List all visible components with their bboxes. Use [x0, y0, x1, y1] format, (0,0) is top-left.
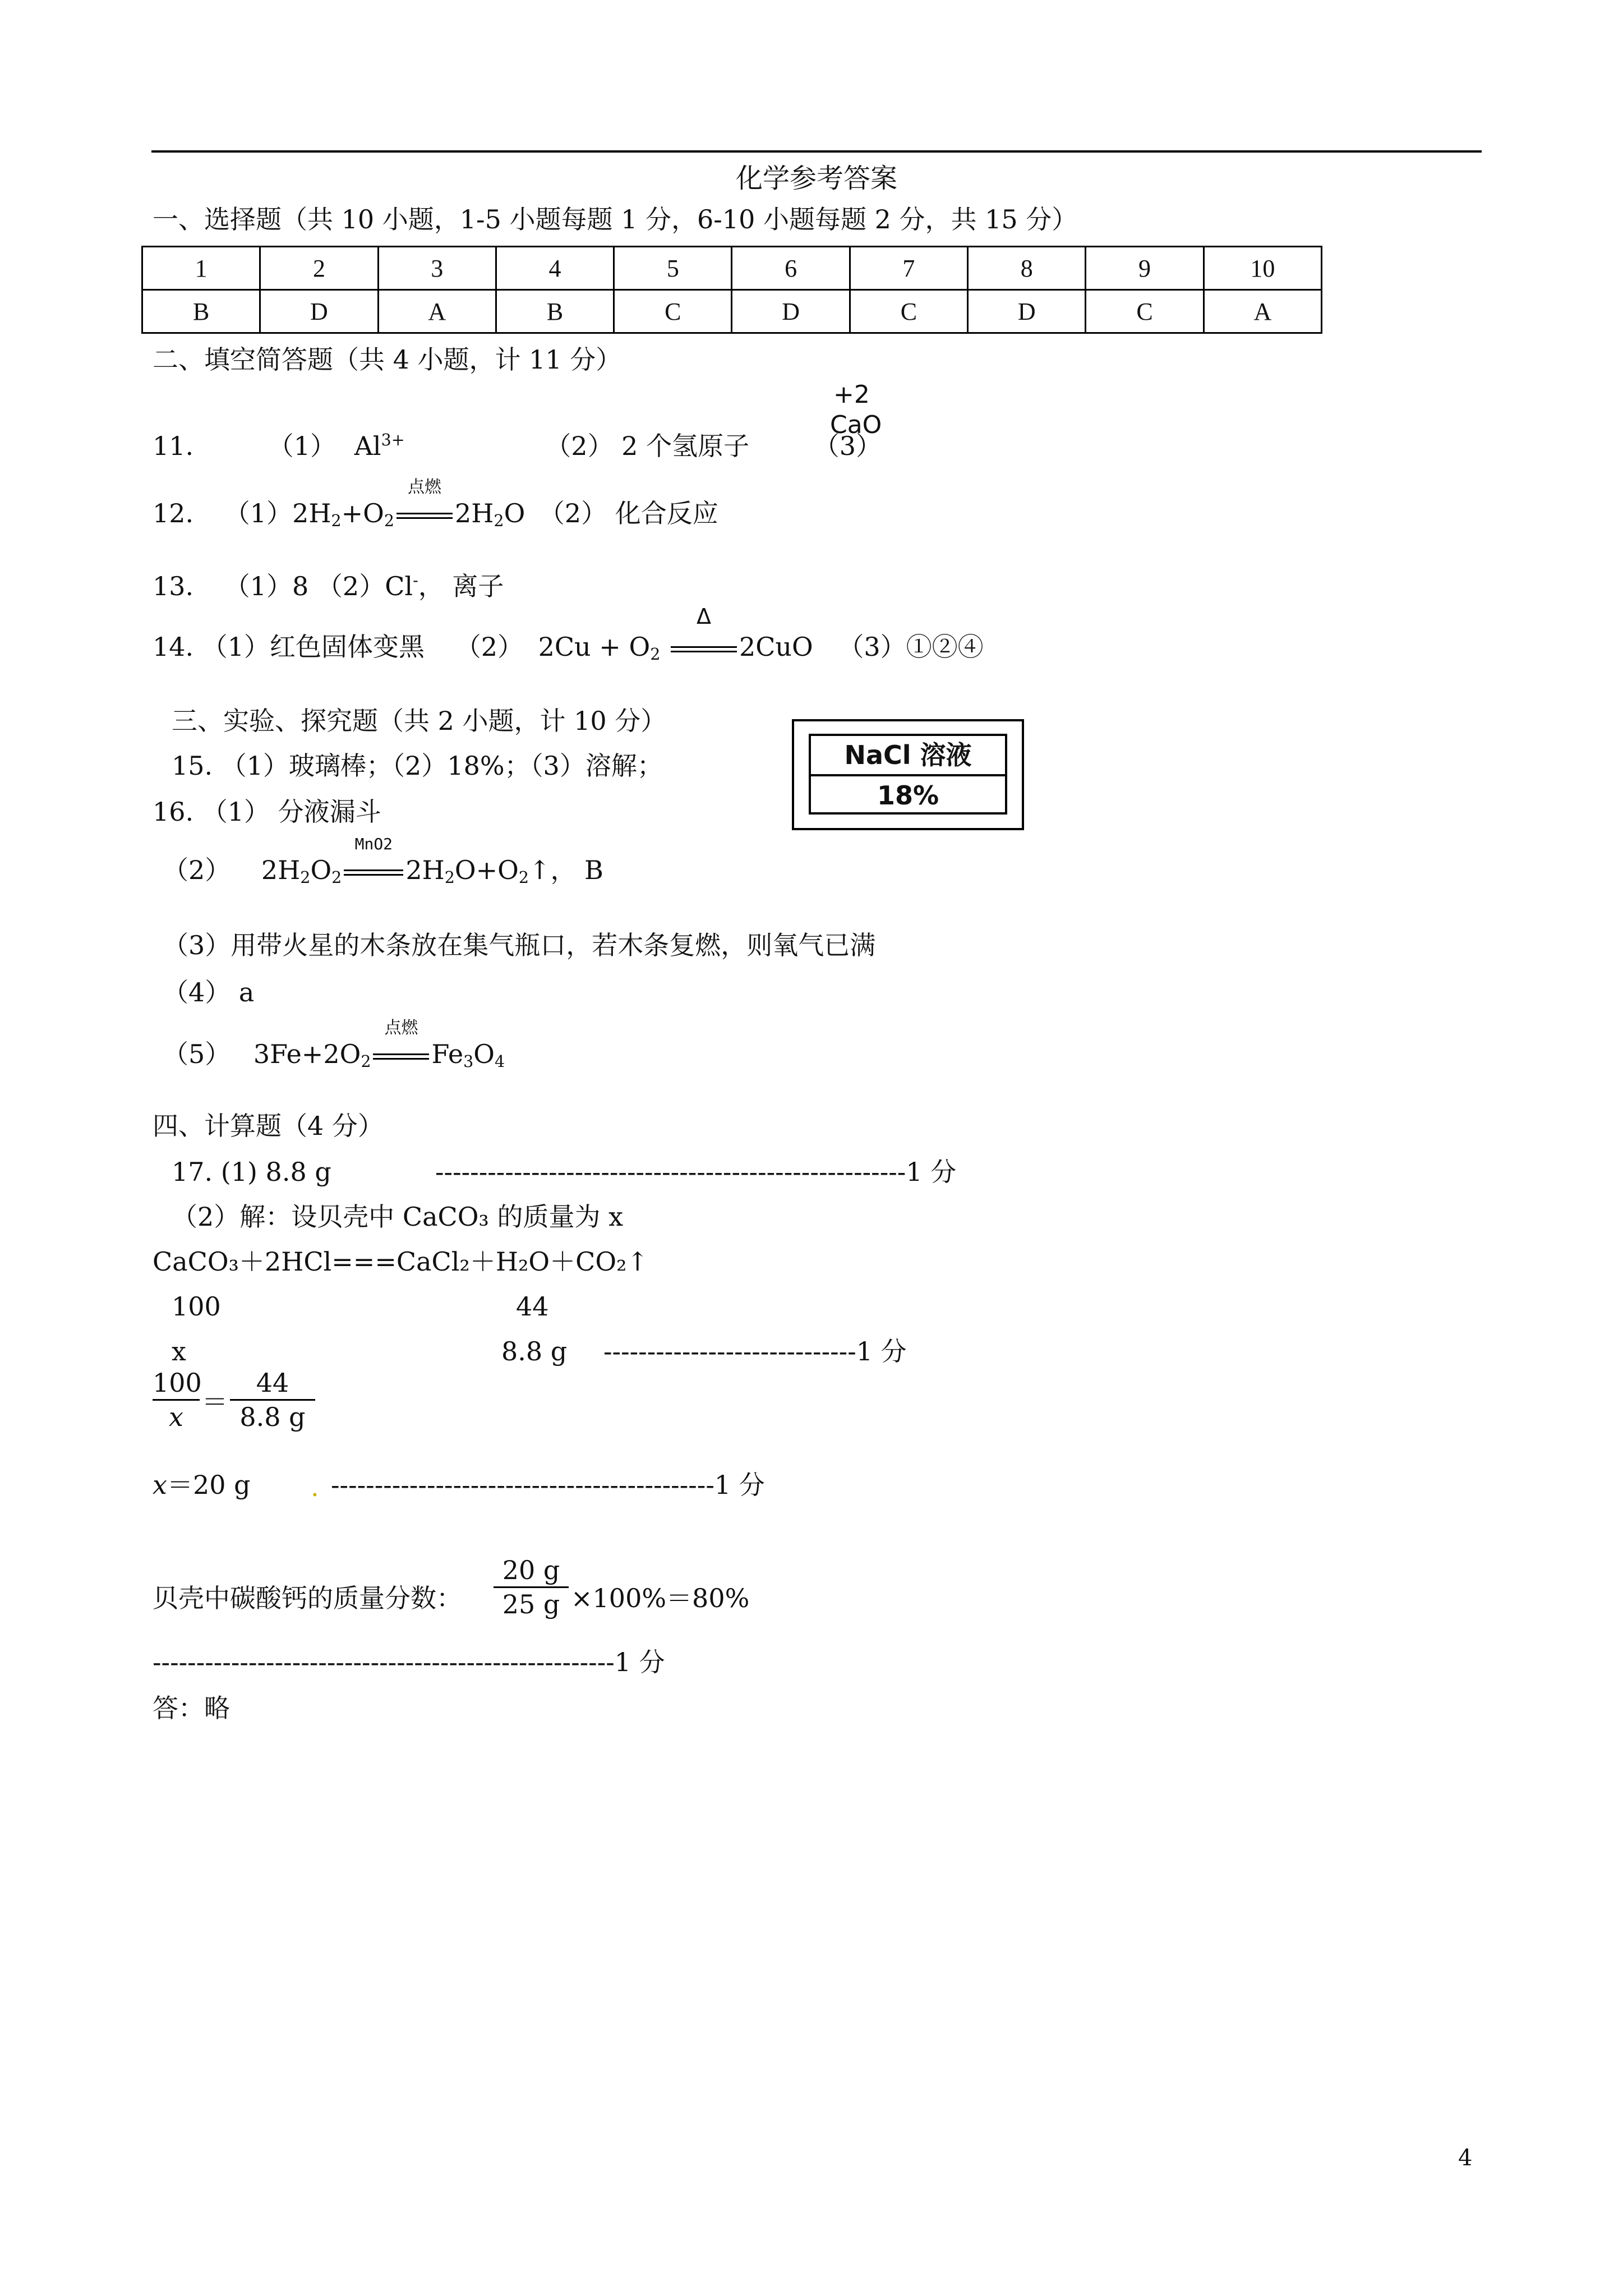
q11-number: 11. [153, 431, 194, 461]
q14-condition [671, 604, 737, 663]
q15-line: 15. （1）玻璃棒；（2）18%；（3）溶解； [172, 751, 663, 781]
q16-5-equation: $3Fe+2O_2$ 点燃 $Fe_3O_4$ [253, 1018, 505, 1071]
valence-mark: +2 [833, 380, 870, 409]
table-cell: 4 [496, 247, 614, 290]
page-title: 化学参考答案 [735, 163, 897, 194]
condition-label: 点燃 [408, 477, 442, 497]
table-cell: D [260, 290, 378, 333]
table-cell: B [496, 290, 614, 333]
known-mass: 8.8 g [501, 1336, 568, 1366]
table-cell: 3 [378, 247, 496, 290]
ratio-left-den: x [169, 1402, 183, 1432]
table-cell: B [142, 290, 260, 333]
table-cell: 9 [1086, 247, 1204, 290]
table-cell: 8 [968, 247, 1086, 290]
q16-2-prefix: （2） [163, 855, 231, 885]
q11-al-ion [354, 431, 405, 461]
condition-label: 点燃 [384, 1018, 418, 1038]
q13-text-b: ， 离子 [418, 571, 504, 601]
table-cell: C [850, 290, 967, 333]
q16-2-equation: $2H_2O_2$ MnO2 $2H_2O+O_2↑$ [261, 835, 551, 887]
q16-part3: （3）用带火星的木条放在集气瓶口，若木条复燃，则氧气已满 [163, 930, 876, 960]
q13-line [153, 570, 504, 602]
reaction-equation: CaCO₃＋2HCl===CaCl₂＋H₂O＋CO₂↑ [153, 1246, 649, 1277]
ratio-left [153, 1366, 200, 1433]
q12-condition [396, 477, 453, 530]
table-cell: A [1204, 290, 1321, 333]
header-rule [151, 150, 1482, 153]
q11-line [153, 430, 882, 462]
q16-2-condition [344, 835, 403, 886]
section2-heading: 二、填空简答题（共 4 小题，计 11 分） [153, 344, 622, 375]
catalyst-label: MnO2 [354, 835, 393, 853]
q12-equation: $2H_2+O_2$ 点燃 $2H_2O$ [292, 477, 525, 531]
ratio-right [230, 1366, 315, 1433]
q17-part2: （2）解：设贝壳中 CaCO₃ 的质量为 x [172, 1202, 624, 1232]
ratio-right-num: 44 [256, 1368, 289, 1398]
al-charge: 3+ [381, 430, 405, 449]
q14-part1: （1）红色固体变黑 [201, 632, 425, 662]
ratio-right-den: 8.8 g [239, 1402, 306, 1432]
section3-heading: 三、实验、探究题（共 2 小题，计 10 分） [172, 706, 667, 736]
q11-part1: （1） [268, 431, 336, 461]
q16-5-prefix: （5） [163, 1039, 231, 1069]
step2-score: -----------------------------1 分 [603, 1336, 907, 1366]
table-cell: 10 [1204, 247, 1321, 290]
stray-dot: . [311, 1472, 319, 1502]
q11-part3: （3） [813, 431, 882, 461]
q12-number: 12. [153, 498, 194, 528]
q13-text-a: （1）8 （2）Cl [224, 571, 413, 601]
reagent-label [792, 719, 1024, 830]
q12-part2: （2） 化合反应 [538, 498, 718, 528]
table-cell: 7 [850, 247, 967, 290]
label-name: NaCl 溶液 [844, 740, 972, 770]
q13-number: 13. [153, 571, 194, 601]
label-concentration: 18% [811, 774, 1005, 815]
q16-part4: （4） a [163, 977, 255, 1007]
percent-label: 贝壳中碳酸钙的质量分数： [153, 1583, 462, 1613]
q14-part3: （3）①②④ [838, 632, 984, 662]
section1-heading: 一、选择题（共 10 小题，1-5 小题每题 1 分，6-10 小题每题 2 分，共 15 分） [153, 204, 1078, 234]
percent-fraction [494, 1554, 569, 1621]
al-symbol: Al [354, 431, 381, 461]
percent-num: 20 g [502, 1555, 560, 1585]
q12-line [153, 477, 718, 531]
table-row-answers [142, 290, 1322, 333]
q17-part1: 17. (1) 8.8 g [172, 1157, 331, 1187]
reagent-label-inner [809, 734, 1007, 815]
q16-5-condition [373, 1018, 429, 1070]
cao-formula: CaO [830, 411, 882, 439]
table-cell: 6 [732, 247, 850, 290]
table-cell: D [732, 290, 850, 333]
q17-part1-score: ------------------------------------------------------1 分 [435, 1157, 957, 1187]
table-cell: D [968, 290, 1086, 333]
table-cell: 2 [260, 247, 378, 290]
answer-table [141, 246, 1322, 334]
section4-heading: 四、计算题（4 分） [153, 1111, 384, 1141]
page-number: 4 [1458, 2145, 1473, 2171]
q16-2-suffix: ， B [550, 855, 603, 885]
q14-part2: （2） [455, 632, 523, 662]
step4-score: -----------------------------------------------------1 分 [153, 1647, 665, 1677]
table-cell: C [1086, 290, 1204, 333]
table-cell: 1 [142, 247, 260, 290]
q14-line [153, 604, 984, 664]
percent-den: 25 g [502, 1589, 560, 1619]
q16-part2 [163, 835, 603, 887]
molar-mass-caco3: 100 [172, 1291, 221, 1322]
q14-number: 14. [153, 632, 194, 662]
condition-label: Δ [696, 604, 711, 629]
q12-part1: （1） [224, 498, 293, 528]
table-row-numbers [142, 247, 1322, 290]
q16-part5 [163, 1018, 505, 1071]
q16-part1: 16. （1） 分液漏斗 [153, 797, 381, 827]
table-cell: A [378, 290, 496, 333]
ratio-left-num: 100 [153, 1368, 202, 1398]
percent-result: ×100%＝80% [571, 1583, 750, 1613]
molar-mass-co2: 44 [516, 1291, 549, 1322]
ratio-equals: ＝ [202, 1387, 228, 1417]
table-cell: C [614, 290, 732, 333]
table-cell: 5 [614, 247, 732, 290]
step3-score: --------------------------------------------1 分 [331, 1470, 765, 1500]
q14-equation: $2Cu + O_2$ Δ 2CuO [538, 604, 813, 664]
result-x: x＝20 g [153, 1470, 251, 1500]
unknown-x: x [172, 1336, 186, 1366]
q13-charge: - [413, 570, 418, 590]
q11-part2: （2） 2 个氢原子 [545, 431, 750, 461]
final-answer: 答：略 [153, 1693, 230, 1723]
